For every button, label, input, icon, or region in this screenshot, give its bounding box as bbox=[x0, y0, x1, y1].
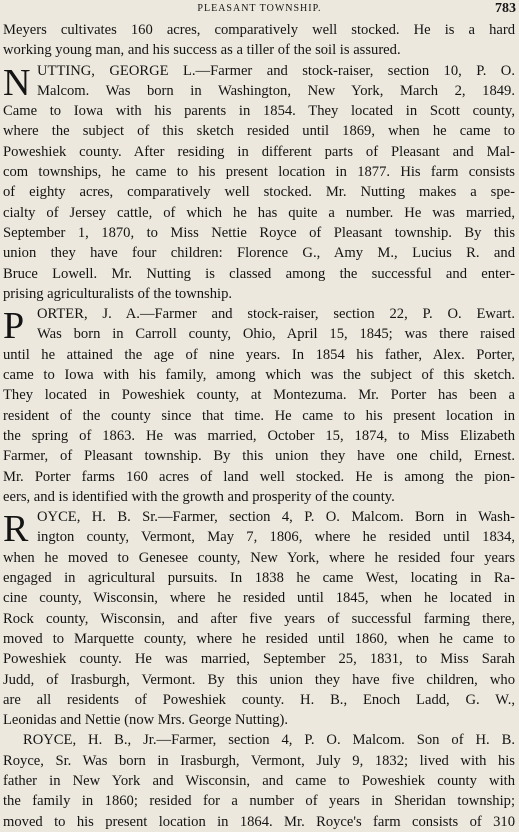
text-line: Farmer, of Pleasant township. By this union they have one child, Ernest. bbox=[3, 448, 515, 465]
text-line: OYCE, H. B. Sr.—Farmer, section 4, P. O. Malcom. Born in Wash- bbox=[37, 509, 515, 526]
text-line: September 1, 1870, to Miss Nettie Royce of Pleasant township. By this bbox=[3, 224, 515, 241]
text-line: Was born in Carroll county, Ohio, April 15, 1845; was there raised bbox=[37, 326, 515, 343]
text-line: the family in 1860; resided for a number of years in Sheridan township; bbox=[3, 793, 515, 810]
text-line: Meyers cultivates 160 acres, comparatively well stocked. He is a hard bbox=[3, 22, 515, 38]
text-line: They located in Poweshiek county, at Montezuma. Mr. Porter has been a bbox=[3, 387, 515, 404]
text-line: UTTING, GEORGE L.—Farmer and stock-raiser, section 10, P. O. bbox=[37, 62, 515, 79]
text-line: until he attained the age of nine years. In 1854 his father, Alex. Porter, bbox=[3, 346, 515, 363]
text-line: resident of the county since that time. He came to his present location in bbox=[3, 407, 515, 424]
text-line: are all residents of Poweshiek county. H. B., Enoch Ladd, G. W., bbox=[3, 691, 515, 708]
page-body bbox=[3, 20, 515, 832]
page-number: 783 bbox=[495, 1, 516, 16]
text-line: Poweshiek county. He was married, September 25, 1831, to Miss Sarah bbox=[3, 651, 515, 668]
text-line: Leonidas and Nettie (now Mrs. George Nutting). bbox=[3, 712, 289, 729]
text-line: moved to Marquette county, where he resided until 1860, when he came to bbox=[3, 630, 515, 647]
text-line: Bruce Lowell. Mr. Nutting is classed among the successful and enter- bbox=[3, 265, 515, 282]
text-line: eers, and is identified with the growth and prosperity of the county. bbox=[3, 488, 395, 505]
text-line: com townships, he came to his present location in 1877. His farm consists bbox=[3, 164, 515, 181]
text-line: came to Iowa with his family, among which was the subject of this sketch. bbox=[3, 367, 515, 384]
drop-cap-p: P bbox=[3, 305, 25, 348]
entry-royce-jr-first-line: ROYCE, H. B., Jr.—Farmer, section 4, P. O. Malcom. Son of H. B. bbox=[23, 732, 515, 749]
text-line: Mr. Porter farms 160 acres of land well stocked. He is among the pion- bbox=[3, 468, 515, 485]
text-line: Malcom. Was born in Washington, New York, March 2, 1849. bbox=[37, 82, 515, 99]
text-line: cialty of Jersey cattle, of which he has quite a number. He was married, bbox=[3, 204, 515, 221]
drop-cap-n: N bbox=[3, 61, 31, 104]
text-line: Rock county, Wisconsin, and after five years of successful farming there, bbox=[3, 610, 515, 627]
page-header bbox=[0, 0, 519, 18]
text-line: ington county, Vermont, May 7, 1806, where he resided until 1834, bbox=[37, 529, 515, 546]
text-line: prising agriculturalists of the township. bbox=[3, 285, 233, 302]
text-line: union they have four children: Florence G., Amy M., Lucius R. and bbox=[3, 245, 515, 262]
text-line: the spring of 1863. He was married, October 15, 1874, to Miss Elizabeth bbox=[3, 427, 515, 444]
text-line: Royce, Sr. Was born in Irasburgh, Vermont, July 9, 1832; lived with his bbox=[3, 752, 515, 769]
text-line: father in New York and Wisconsin, and came to Poweshiek county with bbox=[3, 772, 515, 789]
text-line: moved to his present location in 1864. Mr. Royce's farm consists of 310 bbox=[3, 813, 515, 830]
drop-cap-r: R bbox=[3, 508, 29, 551]
text-line: engaged in agricultural pursuits. In 1838 he came West, locating in Ra- bbox=[3, 570, 515, 587]
text-line: where the subject of this sketch resided until 1869, when he came to bbox=[3, 123, 515, 140]
text-line: ORTER, J. A.—Farmer and stock-raiser, section 22, P. O. Ewart. bbox=[37, 306, 515, 323]
text-line: Came to Iowa with his parents in 1854. They located in Scott county, bbox=[3, 103, 515, 120]
text-line: working young man, and his success as a tiller of the soil is assured. bbox=[3, 42, 401, 59]
text-line: of eighty acres, comparatively well stocked. Mr. Nutting makes a spe- bbox=[3, 184, 515, 201]
text-line: Poweshiek county. After residing in different parts of Pleasant and Mal- bbox=[3, 143, 515, 160]
text-line: cine county, Wisconsin, where he resided until 1845, when he located in bbox=[3, 590, 515, 607]
text-line: Judd, of Irasburgh, Vermont. By this union they have five children, who bbox=[3, 671, 515, 688]
running-head: PLEASANT TOWNSHIP. bbox=[197, 3, 322, 14]
text-line: when he moved to Genesee county, New York, where he resided four years bbox=[3, 549, 515, 566]
